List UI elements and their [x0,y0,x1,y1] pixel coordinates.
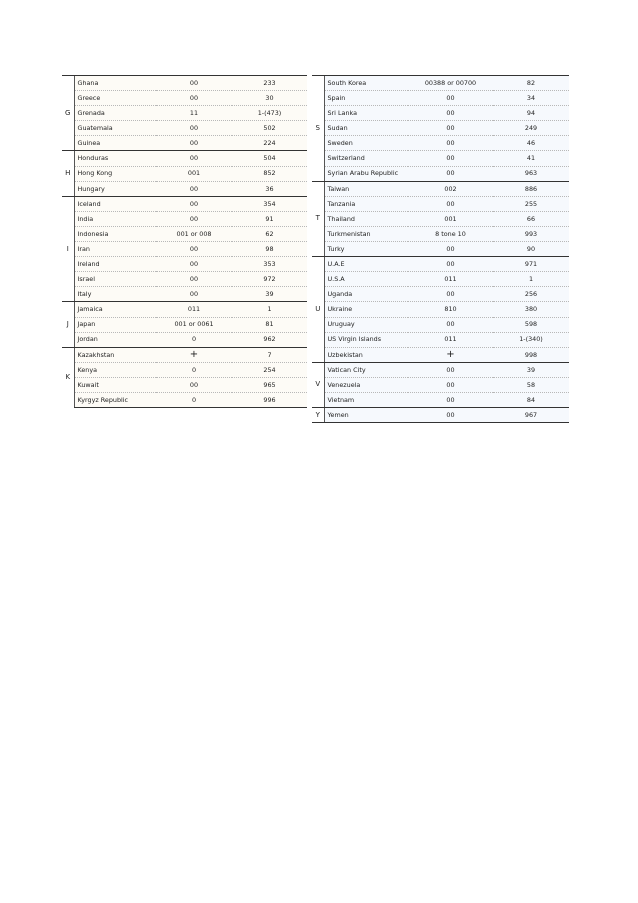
international-prefix: 001 [156,166,232,181]
country-code: 233 [232,76,307,91]
country-code: 62 [232,226,307,241]
table-row [62,302,307,317]
international-prefix: 00 [408,91,493,106]
country-code: 993 [493,226,569,241]
international-prefix: 00 [156,287,232,302]
country-code: 1 [232,302,307,317]
table-row [312,181,569,196]
international-prefix: 00 [408,362,493,377]
country-name: Indonesia [74,226,156,241]
country-name: U.A.E [324,257,408,272]
country-name: Uzbekistan [324,347,408,362]
international-prefix: 011 [156,302,232,317]
country-name: Yemen [324,408,408,423]
country-name: Sri Lanka [324,106,408,121]
country-code: 852 [232,166,307,181]
country-name: Taiwan [324,181,408,196]
country-code: 98 [232,242,307,257]
country-code-table-right [312,75,569,423]
country-name: Syrian Arabu Republic [324,166,408,181]
table-row [312,408,569,423]
country-name: Grenada [74,106,156,121]
country-code: 249 [493,121,569,136]
country-name: Thailand [324,211,408,226]
country-code: 598 [493,317,569,332]
country-name: Kyrgyz Republic [74,392,156,407]
table-row [62,76,307,91]
table-row [62,362,307,377]
country-code: 965 [232,377,307,392]
country-code: 36 [232,181,307,196]
table-row [62,287,307,302]
country-name: Iran [74,242,156,257]
country-name: Spain [324,91,408,106]
country-name: Hungary [74,181,156,196]
table-row [62,226,307,241]
international-prefix: 011 [408,272,493,287]
international-prefix: 00 [408,392,493,407]
country-name: India [74,211,156,226]
country-name: Turky [324,242,408,257]
country-name: US Virgin Islands [324,332,408,347]
country-code: 81 [232,317,307,332]
table-row [312,91,569,106]
table-row [312,196,569,211]
international-prefix: 0 [156,362,232,377]
table-row [312,121,569,136]
table-row [312,362,569,377]
international-prefix: 00388 or 00700 [408,76,493,91]
country-name: Sweden [324,136,408,151]
country-name: Switzerland [324,151,408,166]
table-row [312,377,569,392]
table-row [62,332,307,347]
country-name: Tanzania [324,196,408,211]
international-prefix: 00 [408,166,493,181]
group-letter: J [62,302,74,347]
country-code: 84 [493,392,569,407]
international-prefix: 002 [408,181,493,196]
international-prefix: + [156,347,232,362]
international-prefix: 00 [156,196,232,211]
country-name: Kazakhstan [74,347,156,362]
international-prefix: 00 [408,377,493,392]
country-name: Greece [74,91,156,106]
table-row [312,272,569,287]
country-name: Hong Kong [74,166,156,181]
international-prefix: 00 [408,151,493,166]
international-prefix: 00 [408,257,493,272]
table-row [312,151,569,166]
country-code: 254 [232,362,307,377]
table-row [312,242,569,257]
country-name: Jamaica [74,302,156,317]
international-prefix: 00 [156,181,232,196]
table-row [312,392,569,407]
table-row [62,181,307,196]
table-row [312,136,569,151]
international-prefix: 001 or 0061 [156,317,232,332]
international-prefix: 00 [408,317,493,332]
country-code: 30 [232,91,307,106]
country-code: 255 [493,196,569,211]
country-name: Vatican City [324,362,408,377]
international-prefix: 00 [156,121,232,136]
group-letter: S [312,76,324,182]
country-code-table-left [62,75,307,408]
table-row [62,272,307,287]
international-prefix: 00 [408,287,493,302]
international-prefix: 00 [408,106,493,121]
table-row [312,332,569,347]
table-row [62,106,307,121]
international-prefix: 00 [156,377,232,392]
country-name: Israel [74,272,156,287]
international-prefix: 00 [156,76,232,91]
table-row [62,91,307,106]
international-prefix: 810 [408,302,493,317]
table-row [62,317,307,332]
country-code: 34 [493,91,569,106]
country-name: Japan [74,317,156,332]
country-code: 66 [493,211,569,226]
international-prefix: 00 [408,136,493,151]
country-code: 58 [493,377,569,392]
group-letter: H [62,151,74,196]
country-code: 46 [493,136,569,151]
country-code: 91 [232,211,307,226]
country-code: 39 [232,287,307,302]
international-prefix: 00 [408,196,493,211]
country-code: 39 [493,362,569,377]
country-name: Jordan [74,332,156,347]
country-code: 963 [493,166,569,181]
table-row [312,257,569,272]
table-row [312,226,569,241]
international-prefix: 8 tone 10 [408,226,493,241]
international-prefix: 00 [408,242,493,257]
country-name: Vietnam [324,392,408,407]
group-letter: I [62,196,74,302]
country-code: 41 [493,151,569,166]
country-name: Honduras [74,151,156,166]
country-code: 1-(473) [232,106,307,121]
country-name: Ukraine [324,302,408,317]
country-code: 967 [493,408,569,423]
international-prefix: 00 [156,211,232,226]
international-prefix: 001 [408,211,493,226]
table-row [312,76,569,91]
country-code: 256 [493,287,569,302]
country-name: Italy [74,287,156,302]
country-name: Guatemala [74,121,156,136]
international-prefix: 00 [156,242,232,257]
table-row [312,211,569,226]
group-letter: G [62,76,74,151]
country-code: 962 [232,332,307,347]
international-prefix: 00 [156,272,232,287]
international-prefix: 00 [156,91,232,106]
table-row [312,287,569,302]
table-row [62,196,307,211]
table-body-right [312,76,569,423]
international-prefix: 0 [156,332,232,347]
table-row [62,377,307,392]
country-name: Uruguay [324,317,408,332]
group-letter: T [312,181,324,256]
country-code: 90 [493,242,569,257]
table-row [62,211,307,226]
international-prefix: 011 [408,332,493,347]
table-row [62,257,307,272]
country-code: 504 [232,151,307,166]
table-row [312,106,569,121]
country-name: Ireland [74,257,156,272]
group-letter: V [312,362,324,407]
group-letter: Y [312,408,324,423]
country-code: 998 [493,347,569,362]
country-name: Sudan [324,121,408,136]
country-code: 353 [232,257,307,272]
country-name: Guinea [74,136,156,151]
country-name: U.S.A [324,272,408,287]
group-letter: U [312,257,324,363]
country-name: Turkmenistan [324,226,408,241]
table-row [62,121,307,136]
international-prefix: 0 [156,392,232,407]
country-code: 354 [232,196,307,211]
international-prefix: 00 [156,151,232,166]
international-prefix: + [408,347,493,362]
country-code: 82 [493,76,569,91]
international-prefix: 00 [156,136,232,151]
country-code: 7 [232,347,307,362]
table-row [312,347,569,362]
table-body-left [62,76,307,408]
country-name: Kuwait [74,377,156,392]
country-code: 886 [493,181,569,196]
country-code: 1-(340) [493,332,569,347]
country-name: Venezuela [324,377,408,392]
international-prefix: 11 [156,106,232,121]
table-row [62,347,307,362]
table-row [62,242,307,257]
table-row [312,317,569,332]
table-row [62,136,307,151]
table-row [62,151,307,166]
table-row [312,302,569,317]
country-code: 224 [232,136,307,151]
international-prefix: 00 [408,121,493,136]
country-name: Uganda [324,287,408,302]
country-code: 380 [493,302,569,317]
table-row [62,392,307,407]
country-name: Kenya [74,362,156,377]
international-prefix: 001 or 008 [156,226,232,241]
table-row [312,166,569,181]
country-code: 972 [232,272,307,287]
country-name: South Korea [324,76,408,91]
group-letter: K [62,347,74,407]
country-code: 971 [493,257,569,272]
country-code: 94 [493,106,569,121]
country-name: Ghana [74,76,156,91]
country-code: 1 [493,272,569,287]
country-code: 996 [232,392,307,407]
international-prefix: 00 [408,408,493,423]
country-code: 502 [232,121,307,136]
table-row [62,166,307,181]
country-name: Iceland [74,196,156,211]
international-prefix: 00 [156,257,232,272]
